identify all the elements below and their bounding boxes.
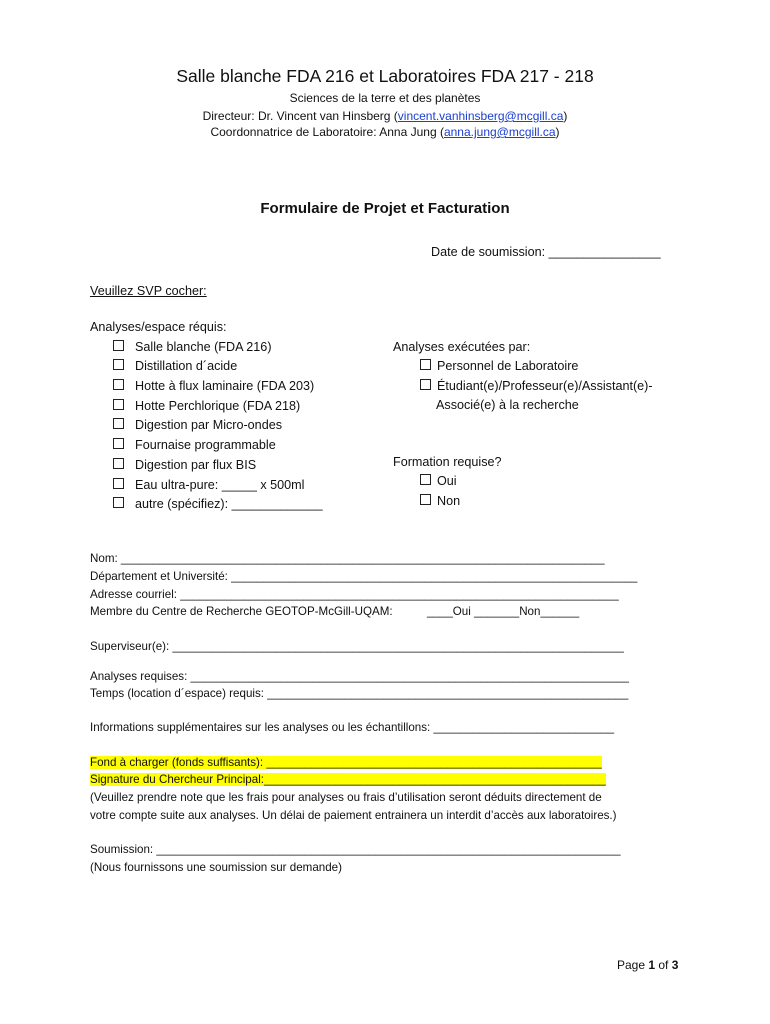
analysis-item[interactable] [113,438,276,452]
document-title: Salle blanche FDA 216 et Laboratoires FDA 217 - 218 [176,66,594,86]
requested-analyses-field[interactable]: Analyses requises: ____________________________________________________________________ [90,670,629,683]
analysis-item[interactable] [113,497,323,511]
director-line [0,109,770,123]
training-option-yes[interactable] [420,474,457,488]
analysis-item-label: Distillation d´acide [135,359,238,373]
fees-note-line1: (Veuillez prendre note que les frais pour analyses ou frais d’utilisation seront déduits directement de [90,791,602,804]
geotop-member-field[interactable] [90,605,580,618]
form-title: Formulaire de Projet et Facturation [260,200,510,217]
page-label: Page [617,958,649,972]
email-field[interactable]: Adresse courriel: ____________________________________________________________________ [90,588,619,601]
analysis-item[interactable] [113,478,304,492]
coordinator-suffix: ) [555,125,560,139]
checkbox[interactable] [420,359,431,370]
fees-note-line2: votre compte suite aux analyses. Un délai de paiement entrainera un interdit d’accès aux laboratoires.) [90,809,617,822]
coordinator-email-link[interactable]: anna.jung@mcgill.ca [443,125,556,139]
supervisor-field[interactable]: Superviseur(e): ______________________________________________________________________ [90,640,624,653]
analysis-item[interactable] [113,399,300,413]
checkbox[interactable] [113,399,124,410]
checkbox[interactable] [113,418,124,429]
training-yes-label: Oui [437,474,457,488]
checkbox[interactable] [113,438,124,449]
analysis-item-label: Hotte à flux laminaire (FDA 203) [135,379,315,393]
checkbox[interactable] [420,494,431,505]
checkbox[interactable] [113,478,124,489]
page-of: of [655,958,672,972]
name-field[interactable]: Nom: ___________________________________________________________________________ [90,552,605,565]
analysis-item[interactable] [113,458,256,472]
director-label: Directeur: Dr. Vincent van Hinsberg ( [202,109,398,123]
time-required-field[interactable]: Temps (location d´espace) requis: ________________________________________________________ [90,687,629,700]
analysis-item-label: autre (spécifiez): _____________ [135,497,323,511]
executed-by-option[interactable] [420,379,653,393]
submission-date-field[interactable]: Date de soumission: ________________ [431,245,661,259]
quote-note: (Nous fournissons une soumission sur demande) [90,861,342,874]
training-heading: Formation requise? [393,455,502,469]
additional-info-field[interactable]: Informations supplémentaires sur les analyses ou les échantillons: ____________________________ [90,721,615,734]
executed-by-heading: Analyses exécutées par: [393,340,531,354]
analysis-item-label: Fournaise programmable [135,438,276,452]
checkbox[interactable] [420,474,431,485]
department-name: Sciences de la terre et des planètes [289,91,481,105]
check-prompt: Veuillez SVP cocher: [90,284,207,298]
executed-by-label: Personnel de Laboratoire [437,359,579,373]
director-suffix: ) [563,109,568,123]
page-current: 1 [648,958,656,972]
analysis-item[interactable] [113,379,314,393]
page-number [617,958,678,972]
checkbox[interactable] [420,379,431,390]
training-no-label: Non [437,494,461,508]
funding-field[interactable]: Fond à charger (fonds suffisants): ____________________________________________________ [90,756,602,769]
checkbox[interactable] [113,359,124,370]
geotop-member-options[interactable]: ____Oui _______Non______ [427,605,580,618]
page-total: 3 [671,958,679,972]
analysis-item[interactable] [113,418,282,432]
coordinator-label: Coordonnatrice de Laboratoire: Anna Jung ( [210,125,444,139]
coordinator-line [0,125,770,139]
executed-by-label: Étudiant(e)/Professeur(e)/Assistant(e)- [437,379,653,393]
analysis-item-label: Salle blanche (FDA 216) [135,340,272,354]
analysis-item[interactable] [113,340,272,354]
checkbox[interactable] [113,458,124,469]
executed-by-label-continued: Associé(e) à la recherche [436,398,579,412]
signature-field[interactable]: Signature du Chercheur Principal:_____________________________________________________ [90,773,606,786]
analysis-item-label: Eau ultra-pure: _____ x 500ml [135,478,305,492]
analyses-heading: Analyses/espace réquis: [90,320,227,334]
checkbox[interactable] [113,340,124,351]
checkbox[interactable] [113,379,124,390]
analysis-item-label: Digestion par flux BIS [135,458,257,472]
training-option-no[interactable] [420,494,460,508]
analysis-item-label: Digestion par Micro-ondes [135,418,282,432]
analysis-item-label: Hotte Perchlorique (FDA 218) [135,399,301,413]
quote-field[interactable]: Soumission: ________________________________________________________________________ [90,843,621,856]
executed-by-option[interactable] [420,359,578,373]
analysis-item[interactable] [113,359,237,373]
geotop-member-label: Membre du Centre de Recherche GEOTOP-McGill-UQAM: [90,605,393,618]
checkbox[interactable] [113,497,124,508]
department-field[interactable]: Département et Université: _______________________________________________________________ [90,570,638,583]
director-email-link[interactable]: vincent.vanhinsberg@mcgill.ca [397,109,564,123]
